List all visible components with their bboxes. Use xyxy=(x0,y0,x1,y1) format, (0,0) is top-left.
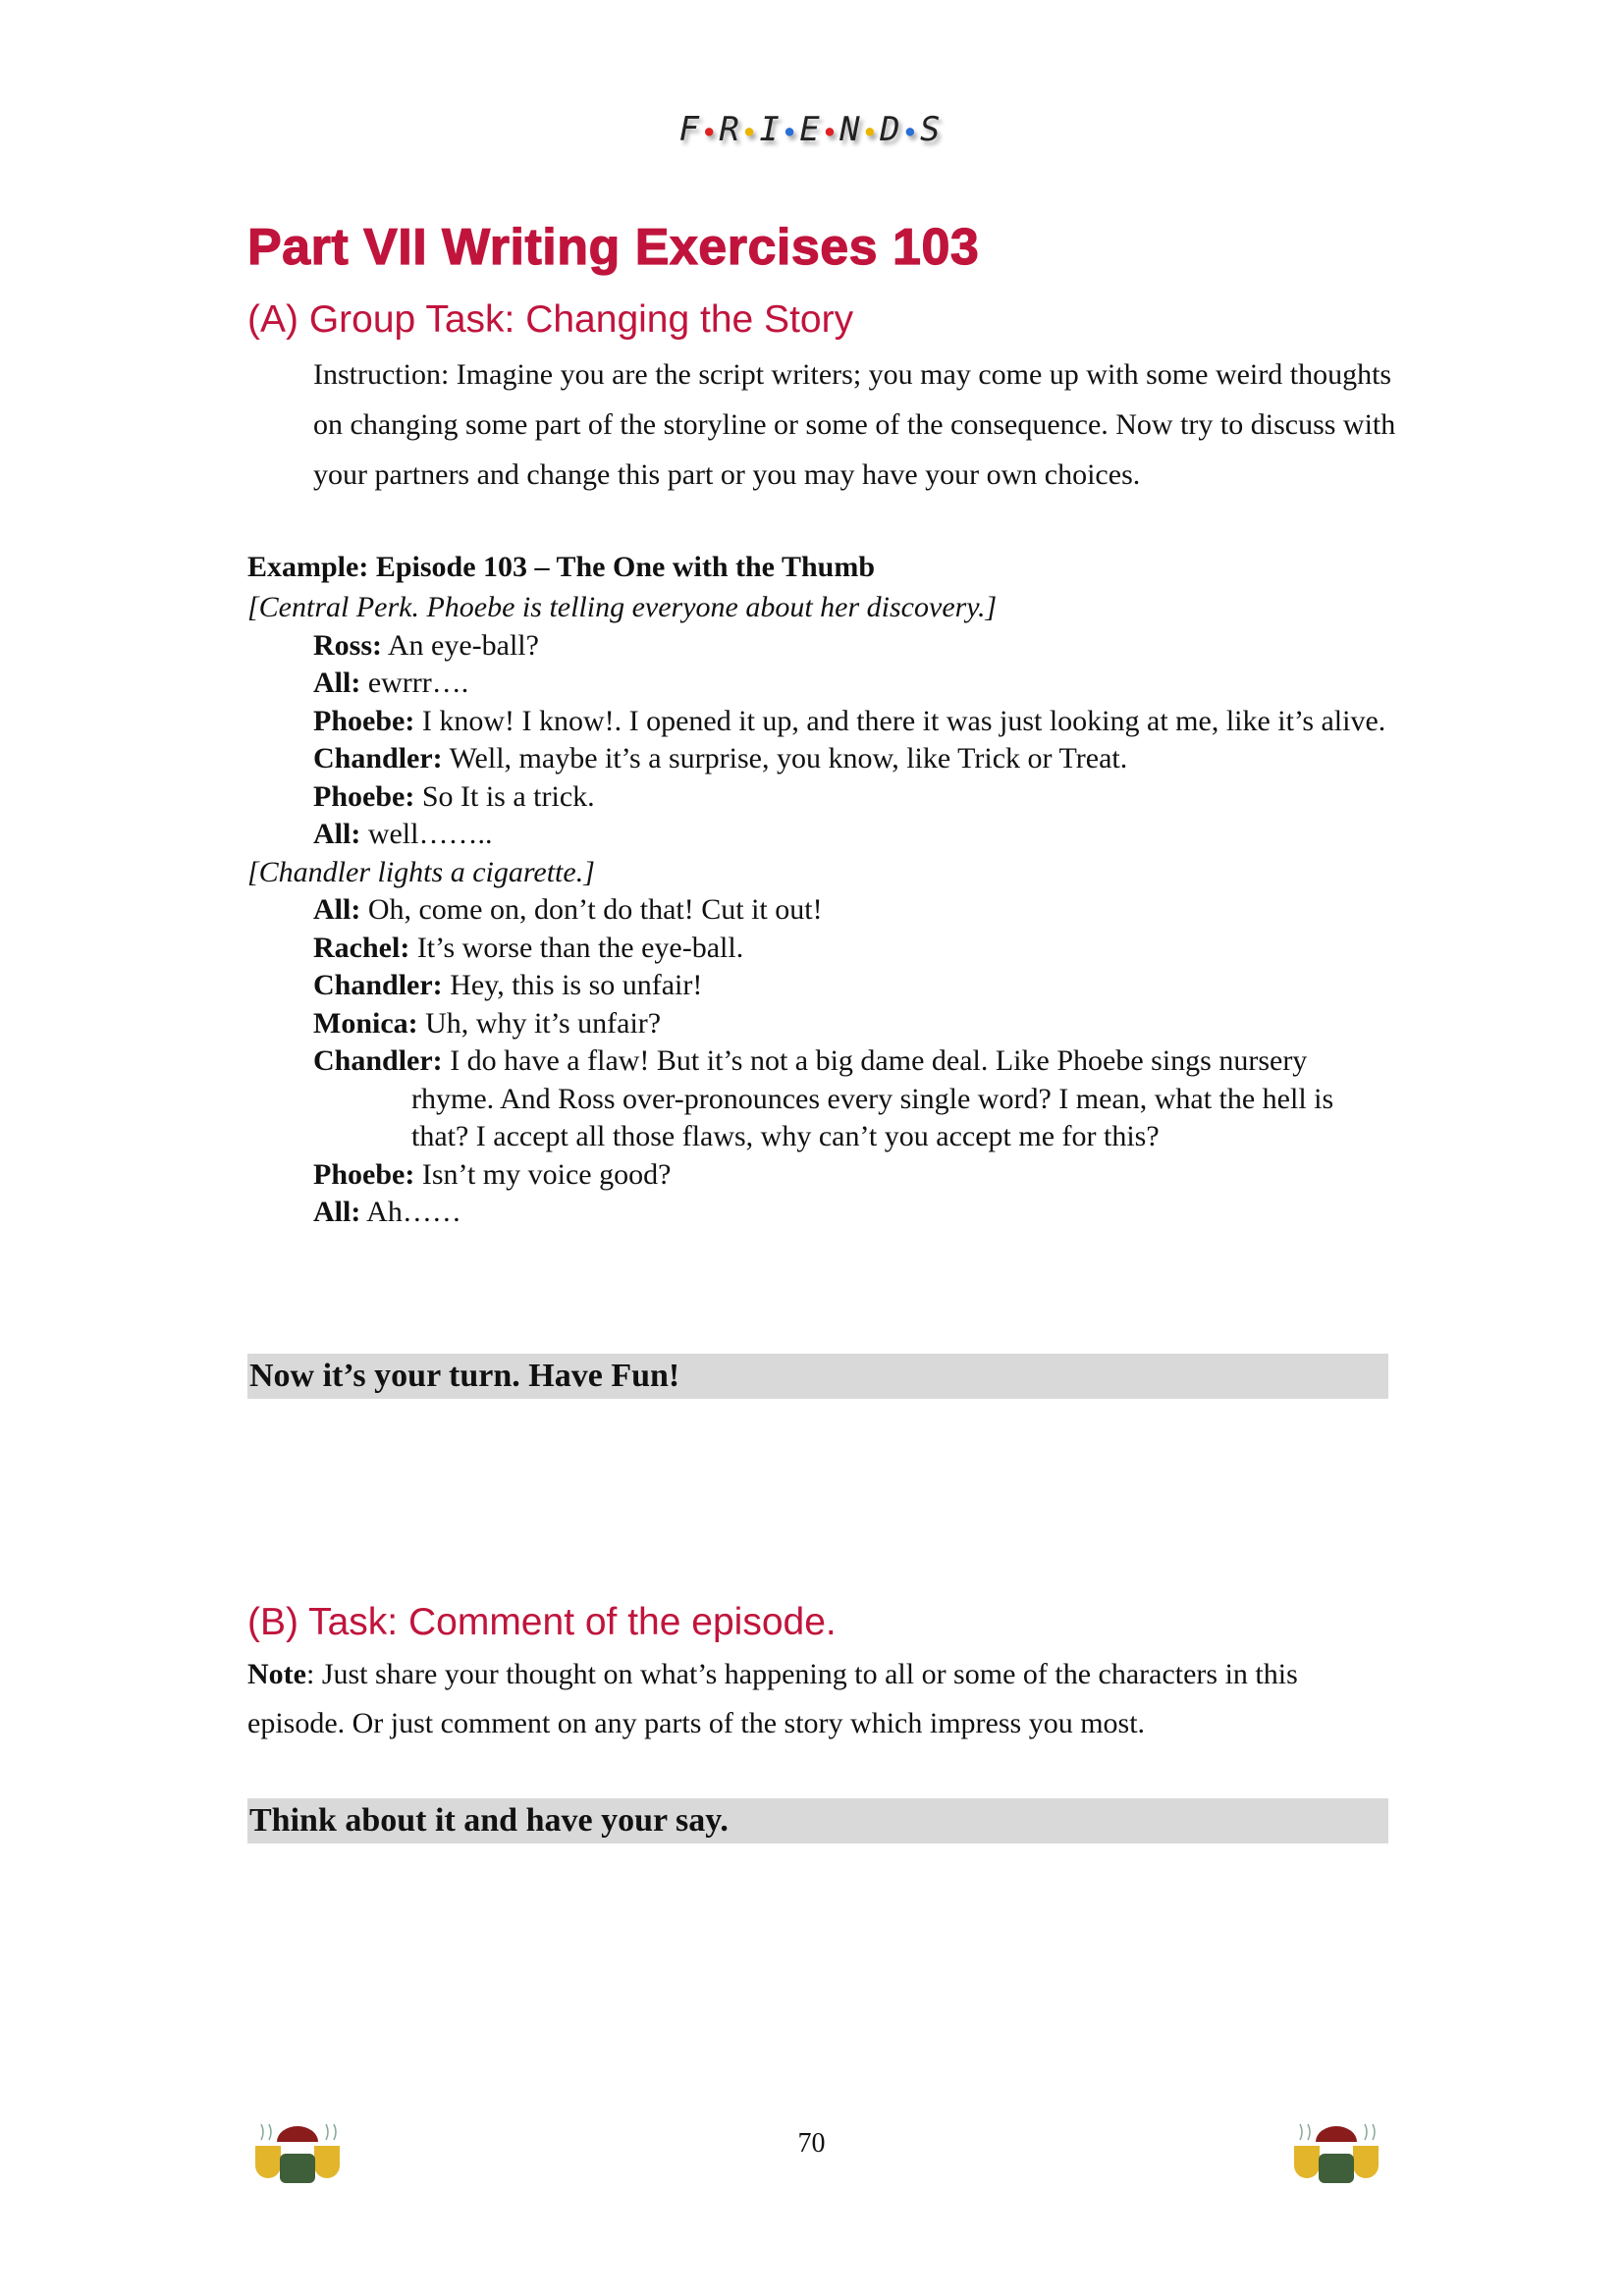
dialogue-line xyxy=(247,1156,1396,1195)
page-number: 70 xyxy=(797,2128,826,2159)
dialogue-text: It’s worse than the eye-ball. xyxy=(409,931,744,964)
speaker-name: Phoebe: xyxy=(313,704,415,737)
dialogue-text: ewrrr…. xyxy=(360,667,469,699)
central-perk-logo-right xyxy=(1286,2118,1386,2187)
dialogue-line xyxy=(247,740,1396,778)
dialogue-line xyxy=(247,816,1396,854)
dialogue-text: An eye-ball? xyxy=(382,628,539,662)
speaker-name: All: xyxy=(313,893,361,926)
dialogue-text: I know! I know!. I opened it up, and there it was just looking at me, like it’s alive. xyxy=(414,704,1386,737)
speaker-name: All: xyxy=(313,1196,361,1228)
dialogue-line xyxy=(247,1042,1396,1156)
turn-banner: Now it’s your turn. Have Fun! xyxy=(247,1354,1388,1399)
speaker-name: Monica: xyxy=(313,1006,418,1040)
dialogue-text: Well, maybe it’s a surprise, you know, like Trick or Treat. xyxy=(442,742,1128,774)
note-label: Note xyxy=(247,1658,306,1690)
say-banner: Think about it and have your say. xyxy=(247,1798,1388,1843)
dialogue-text: Oh, come on, don’t do that! Cut it out! xyxy=(360,893,823,926)
speaker-name: All: xyxy=(313,667,361,699)
dialogue-line xyxy=(247,1005,1396,1043)
dialogue-line xyxy=(247,930,1396,968)
dialogue-line xyxy=(247,778,1396,817)
speaker-name: Chandler: xyxy=(313,969,443,1001)
stage-direction: [Central Perk. Phoebe is telling everyone about her discovery.] xyxy=(247,591,998,623)
note-text xyxy=(247,1650,1396,1748)
example-title: Example: Episode 103 – The One with the Thumb xyxy=(247,551,876,583)
note-body: : Just share your thought on what’s happening to all or some of the characters in this episode. Or just comment on any parts of the story which impress you most. xyxy=(247,1658,1298,1739)
stage-direction: [Chandler lights a cigarette.] xyxy=(247,855,595,888)
speaker-name: All: xyxy=(313,818,361,850)
page-title: Part VII Writing Exercises 103 xyxy=(247,219,980,276)
script-dialogue xyxy=(247,589,1396,1232)
dialogue-text: well…….. xyxy=(360,818,493,850)
dialogue-text: Ah…… xyxy=(360,1196,461,1228)
dialogue-text: I do have a flaw! But it’s not a big dame deal. Like Phoebe sings nursery rhyme. And Ross over-pronounces every single word? I mean, what the hell is that? I accept all those flaws, why can’t you accept me for this? xyxy=(411,1044,1334,1152)
dialogue-line xyxy=(247,665,1396,703)
dialogue-text: Hey, this is so unfair! xyxy=(442,969,703,1001)
section-b-heading: (B) Task: Comment of the episode. xyxy=(247,1601,837,1643)
speaker-name: Phoebe: xyxy=(313,779,415,813)
dialogue-line xyxy=(247,1194,1396,1232)
section-a-heading: (A) Group Task: Changing the Story xyxy=(247,298,854,341)
dialogue-line xyxy=(247,891,1396,930)
speaker-name: Chandler: xyxy=(313,742,443,774)
speaker-name: Chandler: xyxy=(313,1044,443,1077)
speaker-name: Rachel: xyxy=(313,931,410,964)
friends-logo: F ●R ●I ●E ●N ●D ●S xyxy=(678,110,945,149)
dialogue-line xyxy=(247,967,1396,1005)
dialogue-text: Uh, why it’s unfair? xyxy=(417,1006,662,1040)
dialogue-text: So It is a trick. xyxy=(414,779,595,813)
dialogue-line xyxy=(247,703,1396,741)
instruction-text: Instruction: Imagine you are the script writers; you may come up with some weird thoughts on changing some part of the storyline or some of the consequence. Now try to discuss with your partners and change this part or you may have your own choices. xyxy=(313,358,1396,491)
speaker-name: Phoebe: xyxy=(313,1157,415,1191)
dialogue-text: Isn’t my voice good? xyxy=(414,1157,672,1191)
speaker-name: Ross: xyxy=(313,628,383,662)
dialogue-line xyxy=(247,627,1396,666)
